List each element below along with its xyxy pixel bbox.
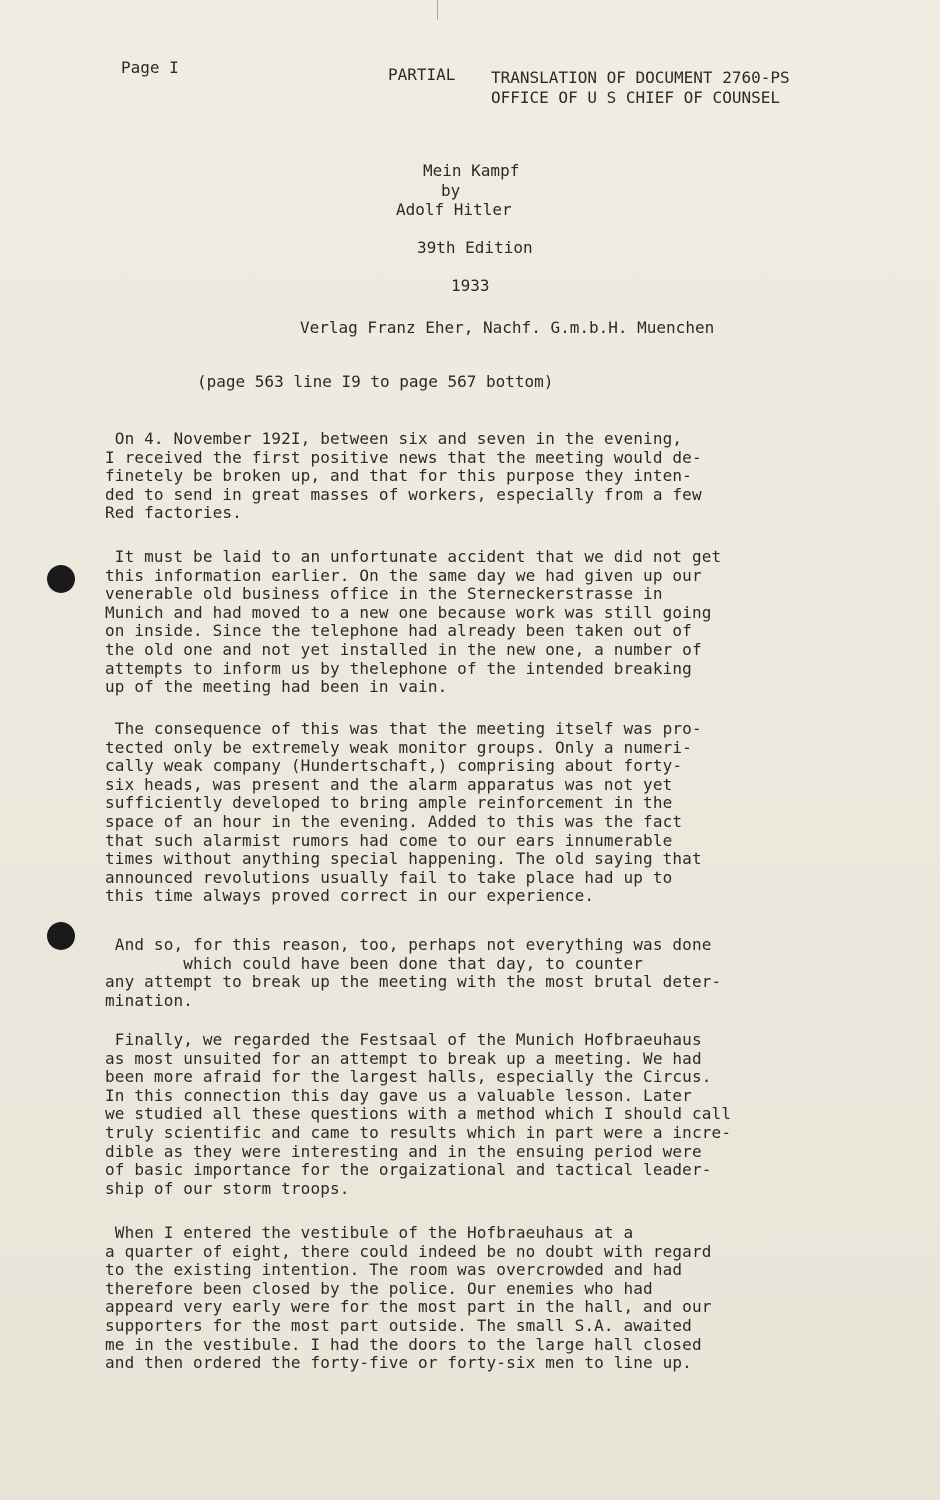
header-title-right-2: OFFICE OF U S CHIEF OF COUNSEL xyxy=(491,88,780,107)
book-publisher: Verlag Franz Eher, Nachf. G.m.b.H. Muenchen xyxy=(300,318,715,337)
paragraph-1: On 4. November 192I, between six and seven in the evening, I received the first positive news that the meeting would de- finetely be broken up, and that for this purpose they inten- ded to send in great masses of workers, especially from a few Red factories. xyxy=(105,429,702,523)
paragraph-2: It must be laid to an unfortunate accident that we did not get this information earlier. On the same day we had given up our venerable old business office in the Sterneckerstrasse in Munich and had moved to a new one because work was still going on inside. Since the telephone had already been taken out of the old one and not yet installed in the new one, a number of attempts to inform us by thelephone of the intended breaking up of the meeting had been in vain. xyxy=(105,547,722,697)
paragraph-6: When I entered the vestibule of the Hofbraeuhaus at a a quarter of eight, there could indeed be no doubt with regard to the existing intention. The room was overcrowded and had therefore been closed by the police. Our enemies who had appeard very early were for the most part in the hall, and our supporters for the most part outside. The small S.A. awaited me in the vestibule. I had the doors to the large hall closed and then ordered the forty-five or forty-six men to line up. xyxy=(105,1223,712,1373)
paragraph-3: The consequence of this was that the meeting itself was pro- tected only be extremely weak monitor groups. Only a numeri- cally weak company (Hundertschaft,) comprising about forty- six heads, was present and the alarm apparatus was not yet sufficiently developed to bring ample reinforcement in the space of an hour in the evening. Added to this was the fact that such alarmist rumors had come to our ears innumerable times without anything special happening. The old saying that announced revolutions usually fail to take place had up to this time always proved correct in our experience. xyxy=(105,719,702,906)
header-title-left: PARTIAL xyxy=(388,65,456,84)
paragraph-4: And so, for this reason, too, perhaps not everything was done which could have been done that day, to counter any attempt to break up the meeting with the most brutal deter- mination. xyxy=(105,935,722,1010)
header-title-right-1: TRANSLATION OF DOCUMENT 2760-PS xyxy=(491,68,790,87)
book-year: 1933 xyxy=(451,276,490,295)
punch-hole-upper xyxy=(47,565,75,593)
book-title: Mein Kampf xyxy=(423,161,520,180)
punch-hole-lower xyxy=(47,922,75,950)
book-edition: 39th Edition xyxy=(417,238,533,257)
page-number: Page I xyxy=(121,58,179,77)
book-author: Adolf Hitler xyxy=(396,200,512,219)
paragraph-5: Finally, we regarded the Festsaal of the Munich Hofbraeuhaus as most unsuited for an attempt to break up a meeting. We had been more afraid for the largest halls, especially the Circus. In this connection this day gave us a valuable lesson. Later we studied all these questions with a method which I should call truly scientific and came to results which in part were a incre- dible as they were interesting and in the ensuing period were of basic importance for the orgaizational and tactical leader- ship of our storm troops. xyxy=(105,1030,732,1198)
book-by: by xyxy=(441,181,461,200)
fold-mark xyxy=(437,0,438,20)
page-range: (page 563 line I9 to page 567 bottom) xyxy=(197,372,554,391)
